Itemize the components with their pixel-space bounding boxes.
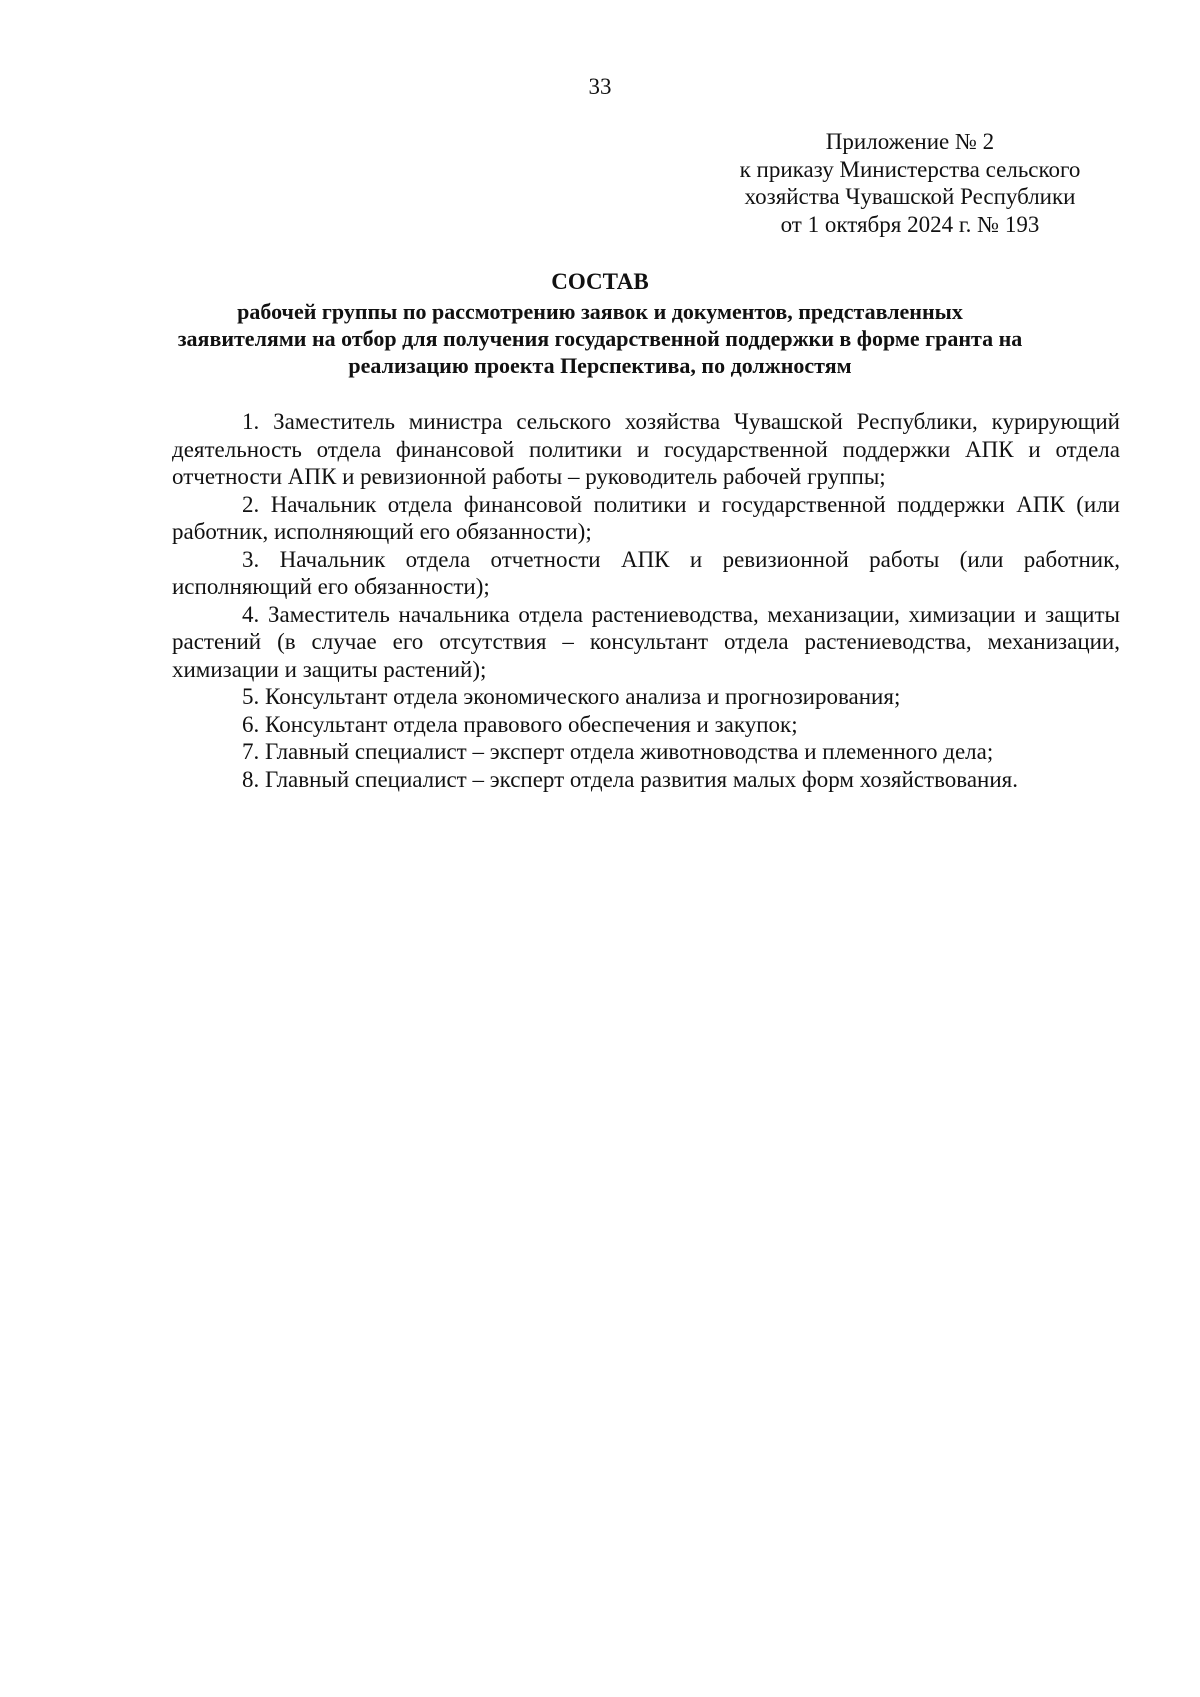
appendix-reference [700, 128, 1120, 238]
appendix-ministry: хозяйства Чувашской Республики [744, 184, 1076, 209]
title-subheading-line: заявителями на отбор для получения государственной поддержки в форме гранта на [177, 326, 1023, 351]
title-heading: СОСТАВ [551, 269, 649, 294]
member-item: 3. Начальник отдела отчетности АПК и ревизионной работы (или работник, исполняющий его обязанности); [172, 546, 1120, 599]
member-item: 5. Консультант отдела экономического анализа и прогнозирования; [242, 684, 901, 709]
member-item: 7. Главный специалист – эксперт отдела животноводства и племенного дела; [242, 739, 994, 764]
page-number: 33 [588, 74, 612, 99]
member-item: 8. Главный специалист – эксперт отдела развития малых форм хозяйствования. [242, 766, 1018, 792]
appendix-order-ref: к приказу Министерства сельского [739, 156, 1081, 182]
member-item: 4. Заместитель начальника отдела растениеводства, механизации, химизации и защиты растений (в случае его отсутствия – консультант отдела растениеводства, механизации, химизации и защиты растений); [172, 601, 1120, 682]
member-item: 6. Консультант отдела правового обеспечения и закупок; [242, 711, 798, 737]
title-subheading-line: рабочей группы по рассмотрению заявок и документов, представленных [237, 299, 963, 324]
member-item: 1. Заместитель министра сельского хозяйства Чувашской Республики, курирующий деятельность отдела финансовой политики и государственной поддержки АПК и отдела отчетности АПК и ревизионной работы – руководитель рабочей группы; [172, 409, 1120, 489]
title-subheading-line: реализацию проекта Перспектива, по должностям [348, 353, 852, 378]
members-list [172, 408, 1120, 793]
appendix-order-date: от 1 октября 2024 г. № 193 [780, 211, 1040, 237]
document-title [150, 268, 1050, 379]
title-subheading [150, 298, 1050, 379]
appendix-number: Приложение № 2 [825, 129, 995, 154]
member-item: 2. Начальник отдела финансовой политики и государственной поддержки АПК (или работник, исполняющий его обязанности); [172, 491, 1120, 544]
